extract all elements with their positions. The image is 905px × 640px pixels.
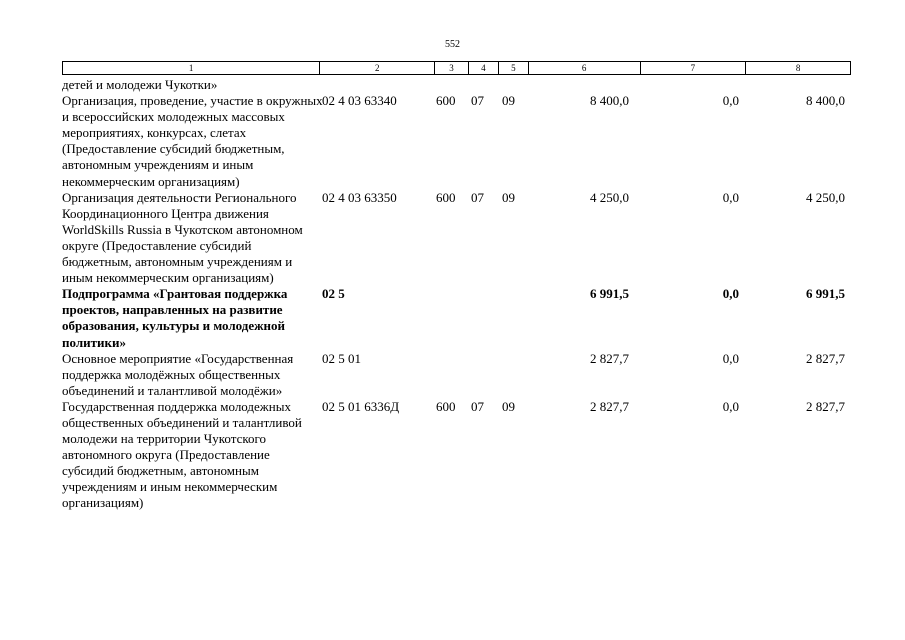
page-number: 552 xyxy=(445,39,460,50)
row-rz: 07 xyxy=(471,93,484,109)
header-col-1: 1 xyxy=(63,62,320,74)
row-name: Государственная поддержка молодежных общественных объединений и талантливой молодежи на территории Чукотского автономного округа (Предоставление субсидий бюджетным, автономным учреждениям и иным некоммерческим организациям) xyxy=(62,398,302,511)
header-col-4: 4 xyxy=(469,62,499,74)
row-value-6: 4 250,0 xyxy=(590,189,629,205)
row-value-7: 0,0 xyxy=(722,286,739,302)
row-code: 02 5 01 6336Д xyxy=(322,398,400,414)
row-value-8: 6 991,5 xyxy=(806,286,845,302)
row-name: Организация деятельности Регионального Координационного Центра движения WorldSkills Russia в Чукотском автономном округе (Предоставление субсидий бюджетным, автономным учреждениям и иным некоммерческим организациям) xyxy=(62,189,303,286)
row-name: детей и молодежи Чукотки» xyxy=(62,77,218,92)
header-col-7: 7 xyxy=(641,62,747,74)
row-pr: 09 xyxy=(502,398,515,414)
table-header xyxy=(62,61,851,75)
table-row xyxy=(62,77,851,93)
row-value-7: 0,0 xyxy=(722,93,739,109)
table-body xyxy=(62,77,851,512)
row-pr: 09 xyxy=(502,93,515,109)
header-col-8: 8 xyxy=(795,63,801,73)
row-value-6: 2 827,7 xyxy=(590,350,629,366)
row-vr: 600 xyxy=(436,189,456,205)
row-value-8: 2 827,7 xyxy=(806,350,845,366)
row-name: Подпрограмма «Грантовая поддержка проектов, направленных на развитие образования, культуры и молодежной политики» xyxy=(62,286,288,350)
row-value-6: 8 400,0 xyxy=(590,93,629,109)
header-col-3: 3 xyxy=(435,62,469,74)
row-value-8: 2 827,7 xyxy=(806,398,845,414)
row-pr: 09 xyxy=(502,189,515,205)
row-code: 02 5 xyxy=(322,286,345,302)
row-value-7: 0,0 xyxy=(722,350,739,366)
row-value-8: 8 400,0 xyxy=(806,93,845,109)
row-name: Организация, проведение, участие в окружных и всероссийских молодежных массовых мероприятиях, конкурсах, слетах (Предоставление субсидий бюджетным, автономным учреждениям и иным некоммерческим организациям) xyxy=(62,93,323,189)
row-rz: 07 xyxy=(471,398,484,414)
header-col-5: 5 xyxy=(499,62,529,74)
row-value-6: 2 827,7 xyxy=(590,398,629,414)
row-vr: 600 xyxy=(436,93,456,109)
table-row xyxy=(62,190,851,287)
row-name: Основное мероприятие «Государственная поддержка молодёжных общественных объединений и талантливой молодёжи» xyxy=(62,350,294,398)
header-col-2: 2 xyxy=(320,62,435,74)
table-row-subprogram xyxy=(62,286,851,350)
table-row xyxy=(62,351,851,399)
row-code: 02 4 03 63350 xyxy=(322,189,397,205)
header-col-6: 6 xyxy=(529,62,641,74)
row-value-6: 6 991,5 xyxy=(590,286,629,302)
table-row xyxy=(62,93,851,190)
row-rz: 07 xyxy=(471,189,484,205)
row-value-7: 0,0 xyxy=(722,398,739,414)
row-code: 02 4 03 63340 xyxy=(322,93,397,109)
table-row xyxy=(62,399,851,512)
row-value-8: 4 250,0 xyxy=(806,189,845,205)
row-value-7: 0,0 xyxy=(722,189,739,205)
row-code: 02 5 01 xyxy=(322,350,361,366)
row-vr: 600 xyxy=(436,398,456,414)
